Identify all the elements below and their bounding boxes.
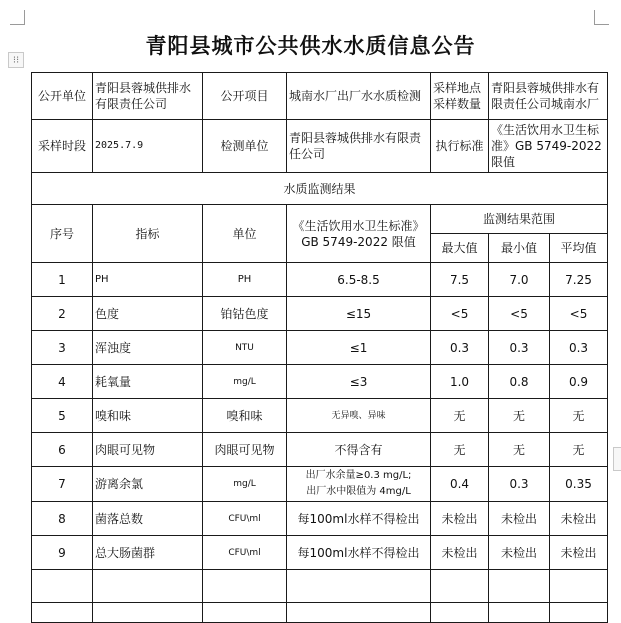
row-limit: 不得含有 [287, 433, 431, 467]
row-min: 0.3 [489, 467, 550, 502]
table-resize-handle[interactable] [613, 447, 621, 471]
sampling-period-value: 2025.7.9 [93, 120, 203, 173]
empty-cell [489, 603, 550, 623]
empty-row [32, 603, 608, 623]
row-limit-line-1: 出厂水余量≥0.3 mg/L; [305, 470, 412, 481]
table-row [32, 467, 608, 502]
header-row-1 [32, 73, 608, 120]
row-min: <5 [489, 297, 550, 331]
col-header-range: 监测结果范围 [431, 205, 608, 234]
row-limit: ≤1 [287, 331, 431, 365]
header-row-2 [32, 120, 608, 173]
page-title: 青阳县城市公共供水水质信息公告 [145, 34, 476, 58]
row-max: 未检出 [431, 536, 489, 570]
row-limit: 每100ml水样不得检出 [287, 536, 431, 570]
table-row [32, 536, 608, 570]
row-index: 2 [32, 297, 93, 331]
standard-label: 执行标准 [431, 120, 489, 173]
row-index: 3 [32, 331, 93, 365]
empty-cell [287, 603, 431, 623]
section-title: 水质监测结果 [32, 173, 608, 205]
row-limit: ≤3 [287, 365, 431, 399]
disclosure-item-label: 公开项目 [203, 73, 287, 120]
row-indicator: PH [93, 263, 203, 297]
disclosure-unit-value: 青阳县蓉城供排水有限责任公司 [93, 73, 203, 120]
table-row [32, 433, 608, 467]
table-row [32, 365, 608, 399]
sampling-period-label: 采样时段 [32, 120, 93, 173]
empty-cell [93, 570, 203, 603]
row-max: <5 [431, 297, 489, 331]
row-avg: <5 [550, 297, 608, 331]
table-move-handle-icon[interactable]: ⁝⁝ [8, 52, 24, 68]
empty-cell [32, 603, 93, 623]
empty-cell [431, 603, 489, 623]
row-unit: mg/L [203, 467, 287, 502]
col-header-max: 最大值 [431, 234, 489, 263]
row-unit: NTU [203, 331, 287, 365]
col-header-avg: 平均值 [550, 234, 608, 263]
crop-mark-top-left [10, 10, 25, 25]
row-avg: 0.3 [550, 331, 608, 365]
row-avg: 无 [550, 399, 608, 433]
row-avg: 0.9 [550, 365, 608, 399]
row-indicator: 肉眼可见物 [93, 433, 203, 467]
row-max: 0.4 [431, 467, 489, 502]
row-indicator: 嗅和味 [93, 399, 203, 433]
row-max: 7.5 [431, 263, 489, 297]
row-limit: 6.5-8.5 [287, 263, 431, 297]
row-indicator: 总大肠菌群 [93, 536, 203, 570]
row-min: 7.0 [489, 263, 550, 297]
row-avg: 7.25 [550, 263, 608, 297]
section-title-row [32, 173, 608, 205]
empty-cell [203, 570, 287, 603]
disclosure-unit-label: 公开单位 [32, 73, 93, 120]
row-limit-line-2: 出厂水中限值为 4mg/L [306, 486, 411, 497]
row-unit: mg/L [203, 365, 287, 399]
row-limit: 每100ml水样不得检出 [287, 502, 431, 536]
row-max: 0.3 [431, 331, 489, 365]
empty-cell [550, 570, 608, 603]
row-index: 9 [32, 536, 93, 570]
row-min: 无 [489, 399, 550, 433]
row-unit: 肉眼可见物 [203, 433, 287, 467]
col-header-limit: 《生活饮用水卫生标准》GB 5749-2022 限值 [287, 205, 431, 263]
row-index: 4 [32, 365, 93, 399]
row-indicator: 耗氧量 [93, 365, 203, 399]
row-unit: 嗅和味 [203, 399, 287, 433]
row-unit: PH [203, 263, 287, 297]
table-row [32, 399, 608, 433]
row-index: 7 [32, 467, 93, 502]
row-min: 未检出 [489, 502, 550, 536]
row-max: 无 [431, 433, 489, 467]
standard-value: 《生活饮用水卫生标准》GB 5749-2022 限值 [489, 120, 608, 173]
row-max: 1.0 [431, 365, 489, 399]
row-limit: 无异嗅、异味 [287, 399, 431, 433]
table-row [32, 297, 608, 331]
row-avg: 未检出 [550, 502, 608, 536]
empty-cell [203, 603, 287, 623]
water-quality-table [31, 72, 608, 623]
empty-cell [93, 603, 203, 623]
empty-cell [287, 570, 431, 603]
sampling-value: 青阳县蓉城供排水有限责任公司城南水厂 [489, 73, 608, 120]
row-indicator: 浑浊度 [93, 331, 203, 365]
row-unit: 铂钴色度 [203, 297, 287, 331]
empty-cell [489, 570, 550, 603]
row-avg: 无 [550, 433, 608, 467]
col-header-indicator: 指标 [93, 205, 203, 263]
empty-row [32, 570, 608, 603]
row-limit: ≤15 [287, 297, 431, 331]
row-limit [287, 467, 431, 502]
row-index: 1 [32, 263, 93, 297]
row-indicator: 色度 [93, 297, 203, 331]
row-index: 5 [32, 399, 93, 433]
testing-unit-label: 检测单位 [203, 120, 287, 173]
row-unit: CFU\ml [203, 502, 287, 536]
empty-cell [431, 570, 489, 603]
row-max: 无 [431, 399, 489, 433]
row-min: 0.8 [489, 365, 550, 399]
col-header-index: 序号 [32, 205, 93, 263]
empty-cell [550, 603, 608, 623]
col-header-min: 最小值 [489, 234, 550, 263]
disclosure-item-value: 城南水厂出厂水水质检测 [287, 73, 431, 120]
row-avg: 0.35 [550, 467, 608, 502]
row-min: 无 [489, 433, 550, 467]
sampling-label: 采样地点采样数量 [431, 73, 489, 120]
row-avg: 未检出 [550, 536, 608, 570]
table-row [32, 502, 608, 536]
row-index: 8 [32, 502, 93, 536]
row-index: 6 [32, 433, 93, 467]
row-unit: CFU\ml [203, 536, 287, 570]
empty-cell [32, 570, 93, 603]
row-indicator: 游离余氯 [93, 467, 203, 502]
table-row [32, 263, 608, 297]
row-min: 未检出 [489, 536, 550, 570]
testing-unit-value: 青阳县蓉城供排水有限责任公司 [287, 120, 431, 173]
table-row [32, 331, 608, 365]
col-header-unit: 单位 [203, 205, 287, 263]
crop-mark-top-right [594, 10, 609, 25]
column-header-row-1 [32, 205, 608, 234]
row-min: 0.3 [489, 331, 550, 365]
row-indicator: 菌落总数 [93, 502, 203, 536]
row-max: 未检出 [431, 502, 489, 536]
